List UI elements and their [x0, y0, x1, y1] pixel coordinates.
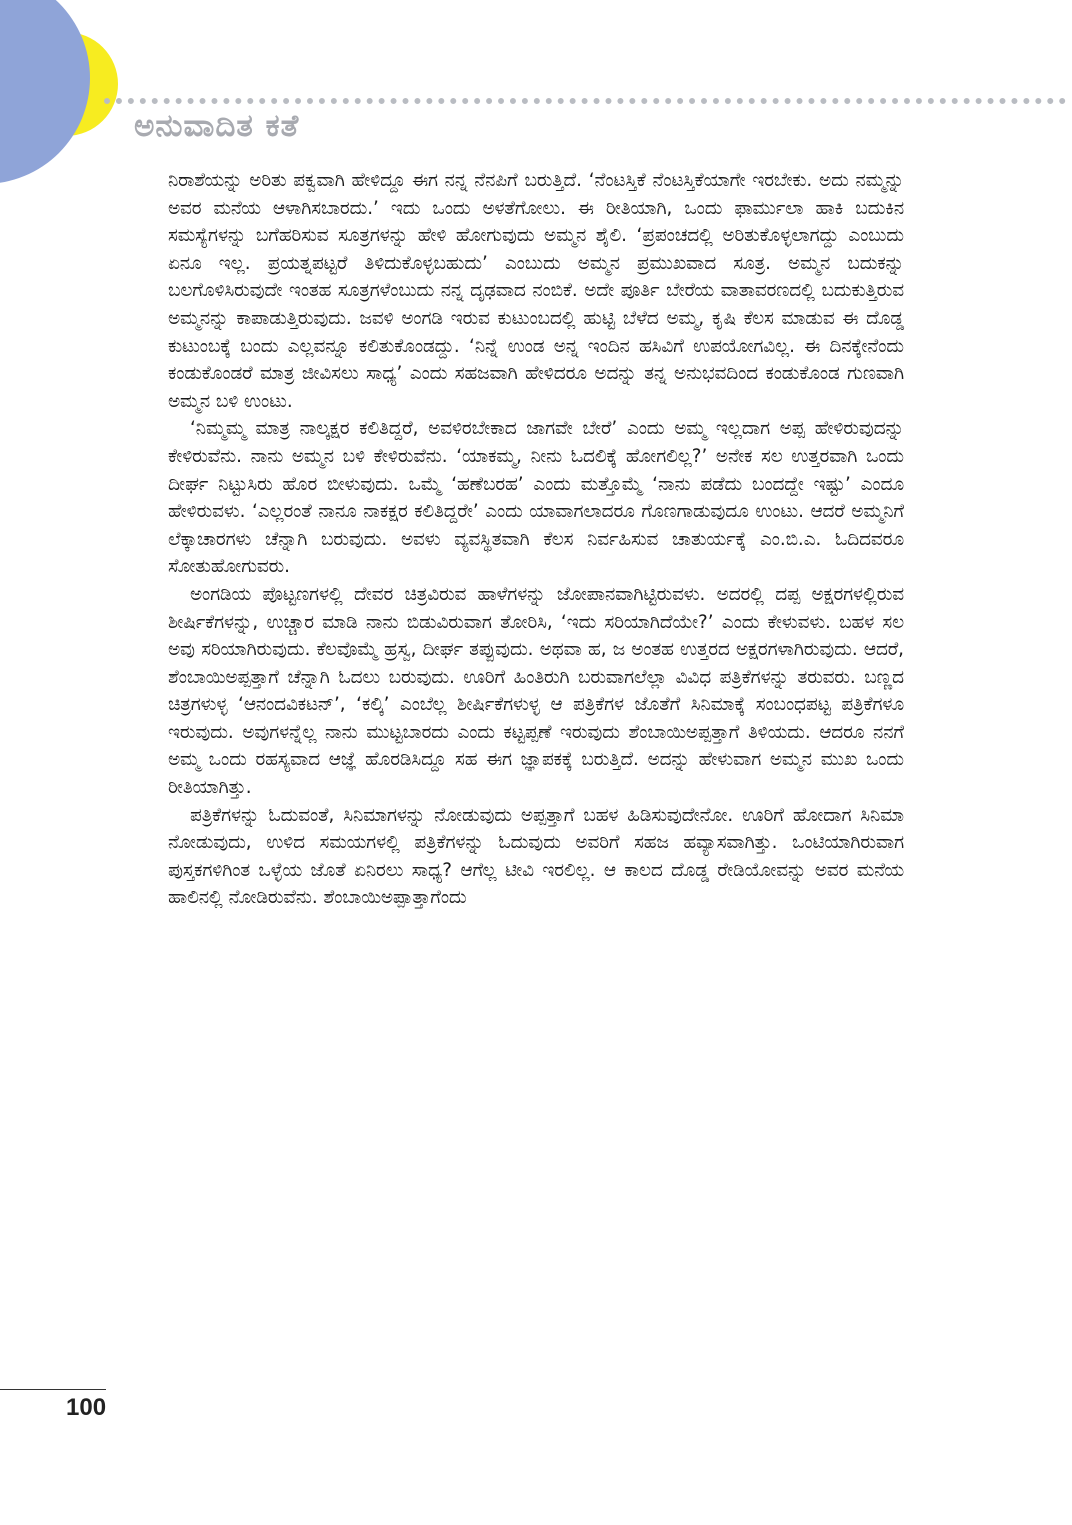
header-dotted-rule: [104, 98, 1066, 104]
footer-rule: [0, 1389, 106, 1390]
decorative-blue-circle: [0, 0, 90, 184]
paragraph-1: ನಿರಾಶೆಯನ್ನು ಅರಿತು ಪಕ್ವವಾಗಿ ಹೇಳಿದ್ದೂ ಈಗ ನನ್ನ ನೆನಪಿಗೆ ಬರುತ್ತಿದೆ. ‘ನೆಂಟಸ್ತಿಕೆ ನೆಂಟಸ್ತಿಕೆಯಾಗೇ ಇರಬೇಕು. ಅದು ನಮ್ಮನ್ನು ಅವರ ಮನೆಯ ಆಳಾಗಿಸಬಾರದು.’ ಇದು ಒಂದು ಅಳತೆಗೋಲು. ಈ ರೀತಿಯಾಗಿ, ಒಂದು ಫಾರ್ಮುಲಾ ಹಾಕಿ ಬದುಕಿನ ಸಮಸ್ಯೆಗಳನ್ನು ಬಗೆಹರಿಸುವ ಸೂತ್ರಗಳನ್ನು ಹೇಳಿ ಹೋಗುವುದು ಅಮ್ಮನ ಶೈಲಿ. ‘ಪ್ರಪಂಚದಲ್ಲಿ ಅರಿತುಕೊಳ್ಳಲಾಗದ್ದು ಎಂಬುದು ಏನೂ ಇಲ್ಲ. ಪ್ರಯತ್ನಪಟ್ಟರೆ ತಿಳಿದುಕೊಳ್ಳಬಹುದು’ ಎಂಬುದು ಅಮ್ಮನ ಪ್ರಮುಖವಾದ ಸೂತ್ರ. ಅಮ್ಮನ ಬದುಕನ್ನು ಬಲಗೊಳಿಸಿರುವುದೇ ಇಂತಹ ಸೂತ್ರಗಳೆಂಬುದು ನನ್ನ ದೃಢವಾದ ನಂಬಿಕೆ. ಅದೇ ಪೂರ್ತಿ ಬೇರೆಯ ವಾತಾವರಣದಲ್ಲಿ ಬದುಕುತ್ತಿರುವ ಅಮ್ಮನನ್ನು ಕಾಪಾಡುತ್ತಿರುವುದು. ಜವಳಿ ಅಂಗಡಿ ಇರುವ ಕುಟುಂಬದಲ್ಲಿ ಹುಟ್ಟಿ ಬೆಳೆದ ಅಮ್ಮ, ಕೃಷಿ ಕೆಲಸ ಮಾಡುವ ಈ ದೊಡ್ಡ ಕುಟುಂಬಕ್ಕೆ ಬಂದು ಎಲ್ಲವನ್ನೂ ಕಲಿತುಕೊಂಡದ್ದು. ‘ನಿನ್ನೆ ಉಂಡ ಅನ್ನ ಇಂದಿನ ಹಸಿವಿಗೆ ಉಪಯೋಗವಿಲ್ಲ. ಈ ದಿನಕ್ಕೇನೆಂದು ಕಂಡುಕೊಂಡರೆ ಮಾತ್ರ ಜೀವಿಸಲು ಸಾಧ್ಯ’ ಎಂದು ಸಹಜವಾಗಿ ಹೇಳಿದರೂ ಅದನ್ನು ತನ್ನ ಅನುಭವದಿಂದ ಕಂಡುಕೊಂಡ ಗುಣವಾಗಿ ಅಮ್ಮನ ಬಳಿ ಉಂಟು.: [168, 170, 904, 412]
paragraph-2: ‘ನಿಮ್ಮಮ್ಮ ಮಾತ್ರ ನಾಲ್ಕಕ್ಷರ ಕಲಿತಿದ್ದರೆ, ಅವಳಿರಬೇಕಾದ ಜಾಗವೇ ಬೇರೆ’ ಎಂದು ಅಮ್ಮ ಇಲ್ಲದಾಗ ಅಪ್ಪ ಹೇಳಿರುವುದನ್ನು ಕೇಳಿರುವೆನು. ನಾನು ಅಮ್ಮನ ಬಳಿ ಕೇಳಿರುವೆನು. ‘ಯಾಕಮ್ಮ, ನೀನು ಓದಲಿಕ್ಕೆ ಹೋಗಲಿಲ್ಲ?’ ಅನೇಕ ಸಲ ಉತ್ತರವಾಗಿ ಒಂದು ದೀರ್ಘ ನಿಟ್ಟುಸಿರು ಹೊರ ಬೀಳುವುದು. ಒಮ್ಮೆ ‘ಹಣೆಬರಹ’ ಎಂದು ಮತ್ತೊಮ್ಮೆ ‘ನಾನು ಪಡೆದು ಬಂದದ್ದೇ ಇಷ್ಟು’ ಎಂದೂ ಹೇಳಿರುವಳು. ‘ಎಲ್ಲರಂತೆ ನಾನೂ ನಾಕಕ್ಷರ ಕಲಿತಿದ್ದರೇ’ ಎಂದು ಯಾವಾಗಲಾದರೂ ಗೊಣಗಾಡುವುದೂ ಉಂಟು. ಆದರೆ ಅಮ್ಮನಿಗೆ ಲೆಕ್ಕಾಚಾರಗಳು ಚೆನ್ನಾಗಿ ಬರುವುದು. ಅವಳು ವ್ಯವಸ್ಥಿತವಾಗಿ ಕೆಲಸ ನಿರ್ವಹಿಸುವ ಚಾತುರ್ಯಕ್ಕೆ ಎಂ.ಬಿ.ಎ. ಓದಿದವರೂ ಸೋತುಹೋಗುವರು.: [168, 418, 904, 578]
page-number: 100: [66, 1394, 107, 1421]
paragraph-3: ಅಂಗಡಿಯ ಪೊಟ್ಟಣಗಳಲ್ಲಿ ದೇವರ ಚಿತ್ರವಿರುವ ಹಾಳೆಗಳನ್ನು ಜೋಪಾನವಾಗಿಟ್ಟಿರುವಳು. ಅದರಲ್ಲಿ ದಪ್ಪ ಅಕ್ಷರಗಳಲ್ಲಿರುವ ಶೀರ್ಷಿಕೆಗಳನ್ನು, ಉಚ್ಚಾರ ಮಾಡಿ ನಾನು ಬಿಡುವಿರುವಾಗ ತೋರಿಸಿ, ‘ಇದು ಸರಿಯಾಗಿದೆಯೇ?’ ಎಂದು ಕೇಳುವಳು. ಬಹಳ ಸಲ ಅವು ಸರಿಯಾಗಿರುವುದು. ಕೆಲವೊಮ್ಮೆ ಹ್ರಸ್ವ, ದೀರ್ಘ ತಪ್ಪುವುದು. ಅಥವಾ ಹ, ಜ ಅಂತಹ ಉತ್ತರದ ಅಕ್ಷರಗಳಾಗಿರುವುದು. ಆದರೆ, ಶೆಂಬಾಯಿಅಪ್ಪತ್ತಾಗೆ ಚೆನ್ನಾಗಿ ಓದಲು ಬರುವುದು. ಊರಿಗೆ ಹಿಂತಿರುಗಿ ಬರುವಾಗಲೆಲ್ಲಾ ವಿವಿಧ ಪತ್ರಿಕೆಗಳನ್ನು ತರುವರು. ಬಣ್ಣದ ಚಿತ್ರಗಳುಳ್ಳ ‘ಆನಂದವಿಕಟನ್’, ‘ಕಲ್ಕಿ’ ಎಂಬೆಲ್ಲ ಶೀರ್ಷಿಕೆಗಳುಳ್ಳ ಆ ಪತ್ರಿಕೆಗಳ ಜೊತೆಗೆ ಸಿನಿಮಾಕ್ಕೆ ಸಂಬಂಧಪಟ್ಟ ಪತ್ರಿಕೆಗಳೂ ಇರುವುದು. ಅವುಗಳನ್ನೆಲ್ಲ ನಾನು ಮುಟ್ಟಬಾರದು ಎಂದು ಕಟ್ಟಪ್ಪಣೆ ಇರುವುದು ಶೆಂಬಾಯಿಅಪ್ಪತ್ತಾಗೆ ತಿಳಿಯದು. ಆದರೂ ನನಗೆ ಅಮ್ಮ ಒಂದು ರಹಸ್ಯವಾದ ಆಜ್ಞೆ ಹೊರಡಿಸಿದ್ದೂ ಸಹ ಈಗ ಜ್ಞಾಪಕಕ್ಕೆ ಬರುತ್ತಿದೆ. ಅದನ್ನು ಹೇಳುವಾಗ ಅಮ್ಮನ ಮುಖ ಒಂದು ರೀತಿಯಾಗಿತ್ತು.: [168, 583, 904, 799]
paragraph-4: ಪತ್ರಿಕೆಗಳನ್ನು ಓದುವಂತೆ, ಸಿನಿಮಾಗಳನ್ನು ನೋಡುವುದು ಅಪ್ಪತ್ತಾಗೆ ಬಹಳ ಹಿಡಿಸುವುದೇನೋ. ಊರಿಗೆ ಹೋದಾಗ ಸಿನಿಮಾ ನೋಡುವುದು, ಉಳಿದ ಸಮಯಗಳಲ್ಲಿ ಪತ್ರಿಕೆಗಳನ್ನು ಓದುವುದು ಅವರಿಗೆ ಸಹಜ ಹವ್ಯಾಸವಾಗಿತ್ತು. ಒಂಟಿಯಾಗಿರುವಾಗ ಪುಸ್ತಕಗಳಿಗಿಂತ ಒಳ್ಳೆಯ ಜೊತೆ ಏನಿರಲು ಸಾಧ್ಯ? ಆಗೆಲ್ಲ ಟೀವಿ ಇರಲಿಲ್ಲ. ಆ ಕಾಲದ ದೊಡ್ಡ ರೇಡಿಯೋವನ್ನು ಅವರ ಮನೆಯ ಹಾಲಿನಲ್ಲಿ ನೋಡಿರುವೆನು. ಶೆಂಬಾಯಿಅಪ್ಪಾತ್ತಾಗೆಂದು: [168, 804, 904, 909]
story-body: [168, 167, 904, 912]
section-title: ಅನುವಾದಿತ ಕತೆ: [134, 108, 300, 144]
